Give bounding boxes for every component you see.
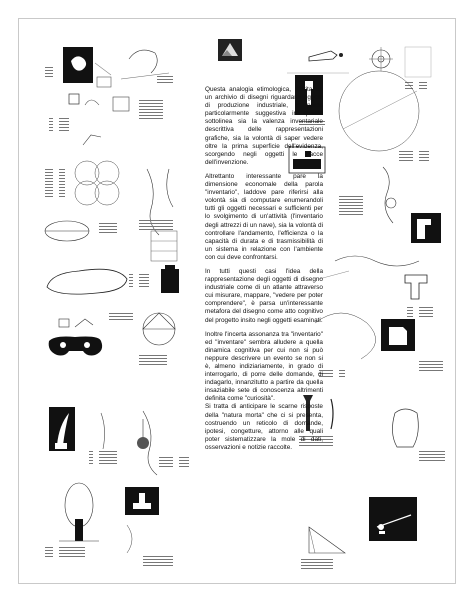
drawing-black-plug xyxy=(125,487,159,515)
drawing-radial-dial xyxy=(369,47,431,91)
essay-paragraph: In tutti questi casi l'idea della rappresentazione degli oggetti di disegno industriale come di un atlante attraverso cui misurare, mappare, "vedere per poter comprendere", è parsa un'interessante metafora del disegno come atto cognitivo del progetto insito negli oggetti esaminati. xyxy=(205,267,323,324)
drawing-stem-sketch xyxy=(89,413,117,465)
essay-text xyxy=(205,86,323,458)
drawing-small-sketches xyxy=(49,94,163,131)
drawing-profile-vase xyxy=(139,169,173,235)
drawing-profile-bottle xyxy=(143,411,189,475)
drawing-spiral-curve xyxy=(315,313,376,379)
essay-paragraph: Si tratta di anticipare le scarne risposte della "natura morta" che ci si presenta, costruendo un reticolo di domande, ipotesi, congetture, attorno alle quali poter sistematizzare la mole di dati, osservazioni e notizie raccolte. xyxy=(205,403,323,451)
drawing-black-lamp xyxy=(369,497,417,541)
drawing-cone-circle xyxy=(137,313,175,367)
drawing-lamp-elevation xyxy=(45,483,99,557)
drawing-measured-outline xyxy=(121,50,175,85)
essay-paragraph: Inoltre l'incerta assonanza tra "inventario" ed "inventare" sembra alludere a quella dinamica cognitiva per cui non si può neppure descrivere un evento se non si è, almeno indiziariamente, in grado di interrogarlo, di porre delle domande, di indagarlo, innanzitutto a partire da quella insaziabile sete di conoscenza altrimenti definita come "curiosità". xyxy=(205,330,323,403)
drawing-dome-lamp xyxy=(45,221,117,241)
drawing-triangle-stand xyxy=(301,527,345,569)
drawing-bulb xyxy=(137,419,149,449)
drawing-hairdryer xyxy=(405,275,433,317)
drawing-gamepad xyxy=(49,337,102,356)
essay-paragraph: Altrettanto interessante pare la dimensione economale della parola "inventario", laddove pare riferirsi alla volontà sia di computare enumerandoli tutti gli oggetti necessari e sufficienti per lo svolgimento di un'attività (l'inventario degli attrezzi di un nave), sia la volontà di controllare l'andamento, l'efficienza o la capacità di durata e di trasmissibilità di un sistema in relazione con l'ambiente con cui deve confrontarsi. xyxy=(205,172,323,261)
drawing-small-parts xyxy=(59,311,133,327)
drawing-black-square-blob xyxy=(45,47,111,87)
drawing-vertical-tool xyxy=(339,167,396,223)
drawing-building-sketch xyxy=(151,231,177,261)
drawing-black-leaf xyxy=(49,407,75,451)
drawing-triangle-logo xyxy=(218,39,242,61)
drawing-black-silhouette xyxy=(411,213,441,243)
drawing-stapler-profile xyxy=(287,51,349,73)
drawing-wave-profile xyxy=(319,256,419,279)
drawing-kidney-outline xyxy=(47,269,149,294)
essay-paragraph: Questa analogia etimologica, riferita ad un archivio di disegni riguardanti oggetti di produzione industriale, è parsa particolarmente suggestiva in quanto sottolinea sia la valenza inventariale descrittiva delle rappresentazioni grafiche, sia la volontà di saper vedere oltre la prima superficie dell'evidenza, scorgendo negli oggetti le tracce dell'invenzione. xyxy=(205,86,323,166)
plate-frame xyxy=(18,18,456,584)
drawing-black-bottle xyxy=(161,265,179,293)
drawing-lattice xyxy=(127,525,173,567)
drawing-four-circles xyxy=(45,135,119,205)
drawing-pitcher xyxy=(392,409,445,463)
drawing-black-frame xyxy=(381,319,443,371)
